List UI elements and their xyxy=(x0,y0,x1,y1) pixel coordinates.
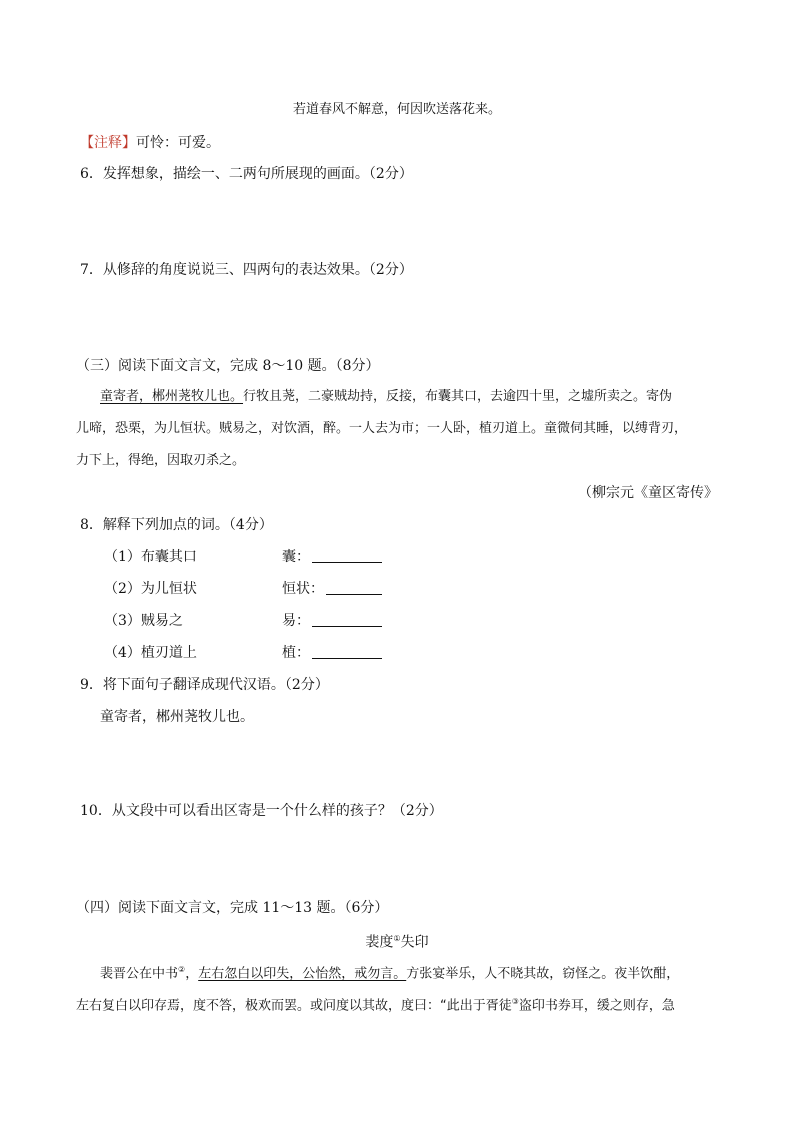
answer-blank[interactable] xyxy=(312,548,382,563)
q8-item-2 xyxy=(104,580,197,598)
question-8: 8．解释下列加点的词。（4分） xyxy=(80,517,273,533)
passage-3-line-3: 力下上，得绝，因取刃杀之。 xyxy=(76,453,246,468)
passage-4-title xyxy=(0,930,794,952)
passage-4-line-1 xyxy=(100,961,679,983)
annotation xyxy=(80,134,220,152)
q8-item-phrase: （1）布囊其口 xyxy=(104,549,197,565)
section-4-heading: （四）阅读下面文言文，完成 11～13 题。（6分） xyxy=(76,900,389,916)
passage-4-text: 裴晋公在中书 xyxy=(100,966,179,982)
passage-4-underlined: 左右忽白以印失，公怡然，戒勿言。 xyxy=(198,966,407,982)
answer-blank[interactable] xyxy=(326,580,382,595)
footnote-marker: ③ xyxy=(511,997,519,1006)
title-text-end: 失印 xyxy=(400,934,429,951)
q8-item-word: 易： xyxy=(282,613,310,629)
question-10: 10．从文段中可以看出区寄是一个什么样的孩子？（2分） xyxy=(80,803,443,819)
passage-4-line-2 xyxy=(76,993,675,1015)
q8-answer-4 xyxy=(282,644,382,662)
q8-item-word: 囊： xyxy=(282,549,310,565)
annotation-tag: 【注释】 xyxy=(80,135,136,151)
passage-4-text: 方张宴举乐，人不晓其故，窃怪之。夜半饮酣， xyxy=(406,966,680,982)
passage-3-underlined: 童寄者，郴州荛牧儿也。 xyxy=(100,389,244,404)
passage-3-source: （柳宗元《童区寄传》 xyxy=(578,485,718,501)
q8-item-word: 植： xyxy=(282,645,310,661)
question-9: 9．将下面句子翻译成现代汉语。（2分） xyxy=(80,677,329,693)
answer-blank[interactable] xyxy=(312,612,382,627)
poem-last-line: 若道春风不解意，何因吹送落花来。 xyxy=(292,102,501,117)
q8-answer-3 xyxy=(282,612,382,630)
footnote-marker: ① xyxy=(393,934,401,943)
q8-answer-2 xyxy=(282,580,382,598)
annotation-text: 可怜：可爱。 xyxy=(136,135,220,151)
question-9-sentence: 童寄者，郴州荛牧儿也。 xyxy=(100,709,254,725)
passage-4-text: 左右复白以印存焉，度不答，极欢而罢。或问度以其故，度曰：“此出于胥徒 xyxy=(76,998,512,1014)
title-text: 裴度 xyxy=(365,934,394,951)
passage-3-line-2: 儿啼，恐栗，为儿恒状。贼易之，对饮酒，醉。一人去为市；一人卧，植刃道上。童微伺其睡，以缚背刃， xyxy=(76,421,688,436)
footnote-marker: ② xyxy=(178,965,186,974)
q8-item-3 xyxy=(104,612,183,630)
q8-item-phrase: （3）贼易之 xyxy=(104,613,183,629)
q8-item-word: 恒状： xyxy=(282,581,324,597)
section-3-heading: （三）阅读下面文言文，完成 8～10 题。（8分） xyxy=(76,358,380,374)
q8-item-1 xyxy=(104,548,197,566)
passage-4-text: 盗印书券耳，缓之则存，急 xyxy=(518,998,675,1014)
passage-4-text: ， xyxy=(185,966,199,982)
passage-3-line-1-rest: 行牧且荛，二豪贼劫持，反接，布囊其口，去逾四十里，之墟所卖之。寄伪 xyxy=(243,389,673,404)
question-6: 6．发挥想象，描绘一、二两句所展现的画面。（2分） xyxy=(80,166,413,182)
q8-item-phrase: （4）植刃道上 xyxy=(104,645,197,661)
question-7: 7．从修辞的角度说说三、四两句的表达效果。（2分） xyxy=(80,262,413,278)
answer-blank[interactable] xyxy=(312,644,382,659)
q8-answer-1 xyxy=(282,548,382,566)
passage-3-line-1 xyxy=(100,388,672,406)
q8-item-phrase: （2）为儿恒状 xyxy=(104,581,197,597)
q8-item-4 xyxy=(104,644,197,662)
